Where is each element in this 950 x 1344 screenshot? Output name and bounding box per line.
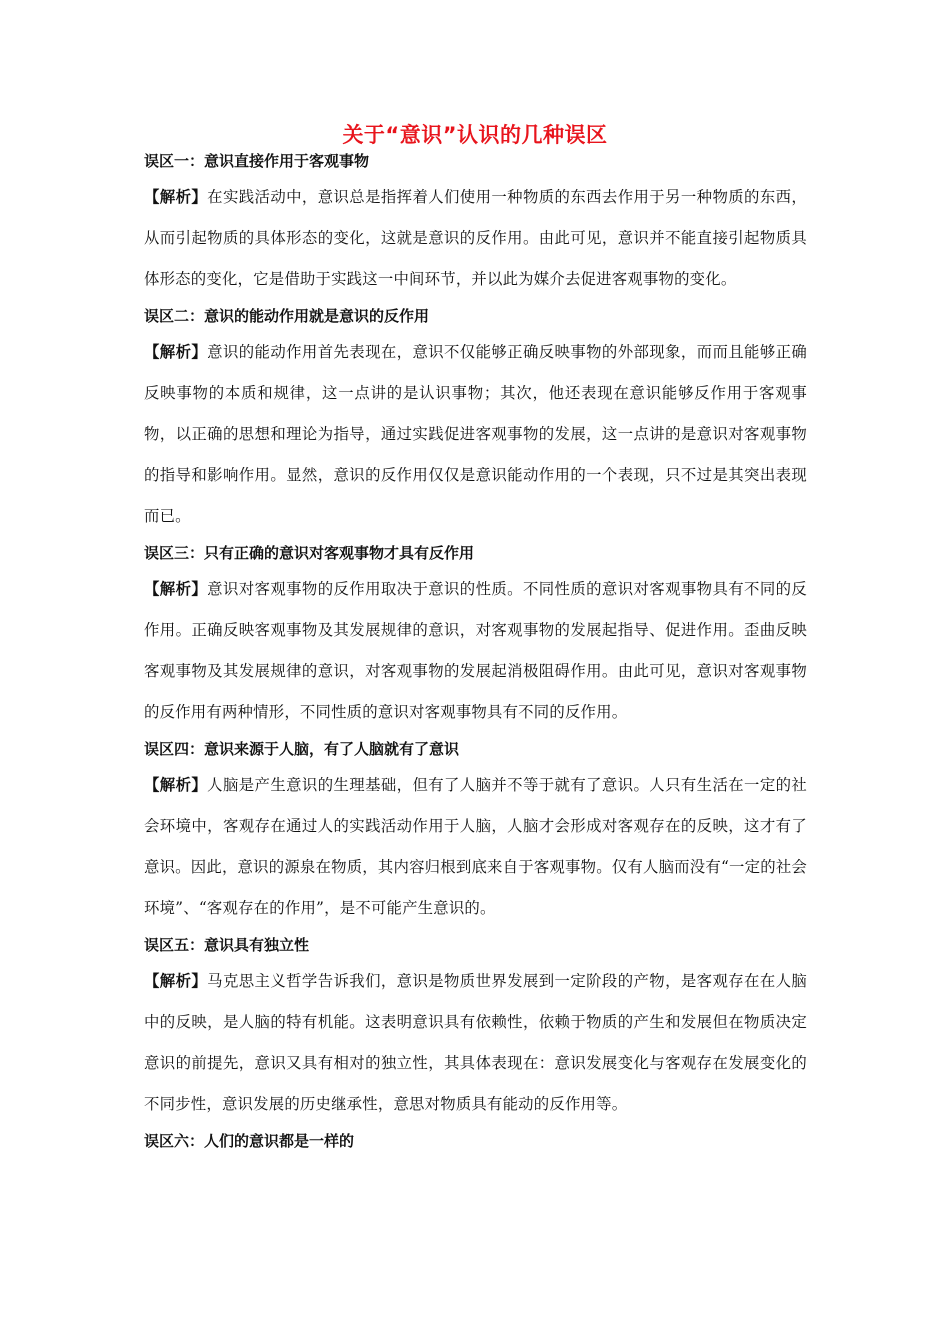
section-5-body: 马克思主义哲学告诉我们，意识是物质世界发展到一定阶段的产物，是客观存在在人脑中的反映，是人脑的特有机能。这表明意识具有依赖性，依赖于物质的产生和发展但在物质决定意识的前提先，意识又具有相对的独立性，其具体表现在：意识发展变化与客观存在发展变化的不同步性，意识发展的历史继承性，意思对物质具有能动的反作用等。 bbox=[144, 972, 807, 1113]
analysis-tag: 【解析】 bbox=[144, 188, 208, 206]
section-5-heading: 误区五：意识具有独立性 bbox=[144, 936, 310, 954]
section-2-heading: 误区二：意识的能动作用就是意识的反作用 bbox=[144, 307, 430, 325]
analysis-tag: 【解析】 bbox=[144, 972, 208, 990]
section-4-paragraph bbox=[144, 765, 807, 929]
section-2-body: 意识的能动作用首先表现在，意识不仅能够正确反映事物的外部现象，而而且能够正确反映事物的本质和规律，这一点讲的是认识事物；其次，他还表现在意识能够反作用于客观事物，以正确的思想和理论为指导，通过实践促进客观事物的发展，这一点讲的是意识对客观事物的指导和影响作用。显然，意识的反作用仅仅是意识能动作用的一个表现，只不过是其突出表现而已。 bbox=[144, 343, 807, 525]
section-2-paragraph bbox=[144, 332, 807, 537]
section-4-heading: 误区四：意识来源于人脑，有了人脑就有了意识 bbox=[144, 740, 460, 758]
section-5-paragraph bbox=[144, 961, 807, 1125]
section-1-heading: 误区一：意识直接作用于客观事物 bbox=[144, 152, 370, 170]
section-3-heading: 误区三：只有正确的意识对客观事物才具有反作用 bbox=[144, 544, 475, 562]
document-body bbox=[144, 150, 807, 1167]
section-1-paragraph bbox=[144, 177, 807, 300]
analysis-tag: 【解析】 bbox=[144, 580, 208, 598]
section-3-body: 意识对客观事物的反作用取决于意识的性质。不同性质的意识对客观事物具有不同的反作用。正确反映客观事物及其发展规律的意识，对客观事物的发展起指导、促进作用。歪曲反映客观事物及其发展规律的意识，对客观事物的发展起消极阻碍作用。由此可见，意识对客观事物的反作用有两种情形，不同性质的意识对客观事物具有不同的反作用。 bbox=[144, 580, 807, 721]
section-4-body: 人脑是产生意识的生理基础，但有了人脑并不等于就有了意识。人只有生活在一定的社会环境中，客观存在通过人的实践活动作用于人脑，人脑才会形成对客观存在的反映，这才有了意识。因此，意识的源泉在物质，其内容归根到底来自于客观事物。仅有人脑而没有“一定的社会环境”、“客观存在的作用”，是不可能产生意识的。 bbox=[144, 776, 807, 917]
section-1-body: 在实践活动中，意识总是指挥着人们使用一种物质的东西去作用于另一种物质的东西，从而引起物质的具体形态的变化，这就是意识的反作用。由此可见，意识并不能直接引起物质具体形态的变化，它是借助于实践这一中间环节，并以此为媒介去促进客观事物的变化。 bbox=[144, 188, 807, 288]
section-3-paragraph bbox=[144, 569, 807, 733]
section-6-heading: 误区六：人们的意识都是一样的 bbox=[144, 1132, 355, 1150]
analysis-tag: 【解析】 bbox=[144, 343, 208, 361]
analysis-tag: 【解析】 bbox=[144, 776, 208, 794]
page-title: 关于“意识”认识的几种误区 bbox=[342, 123, 608, 147]
